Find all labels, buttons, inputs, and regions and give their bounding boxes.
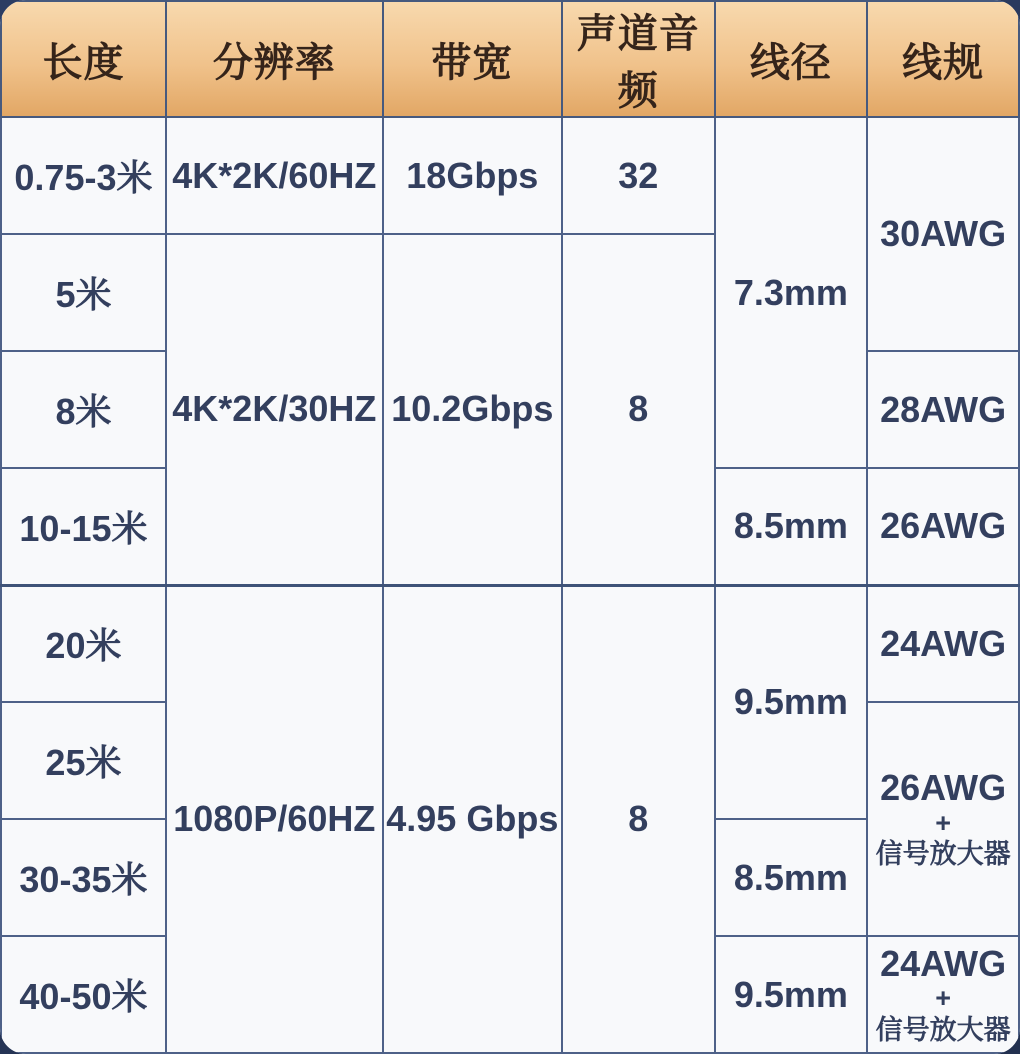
- cell-bandwidth-10p2g: 10.2Gbps: [383, 234, 562, 585]
- plus-sign: +: [935, 983, 952, 1014]
- cell-gauge-28awg: 28AWG: [867, 351, 1019, 468]
- cell-gauge-26awg-amplifier: [867, 702, 1019, 936]
- cell-gauge-30awg: 30AWG: [867, 117, 1019, 351]
- cell-length-8m: 8米: [1, 351, 166, 468]
- header-gauge: 线规: [867, 1, 1019, 117]
- cell-bandwidth-4p95g: 4.95 Gbps: [383, 585, 562, 1053]
- header-bandwidth: 带宽: [383, 1, 562, 117]
- cell-resolution-4k30: 4K*2K/30HZ: [166, 234, 383, 585]
- table-row: [1, 585, 1019, 702]
- cell-length-0p75-3m: 0.75-3米: [1, 117, 166, 234]
- cell-audio-32: 32: [562, 117, 715, 234]
- gauge-value: 26AWG: [880, 767, 1007, 809]
- table-row: [1, 117, 1019, 234]
- header-diameter: 线径: [715, 1, 868, 117]
- cell-resolution-4k60: 4K*2K/60HZ: [166, 117, 383, 234]
- cell-bandwidth-18g: 18Gbps: [383, 117, 562, 234]
- header-length: 长度: [1, 1, 166, 117]
- cell-length-25m: 25米: [1, 702, 166, 819]
- cell-length-30-35m: 30-35米: [1, 819, 166, 936]
- header-row: [1, 1, 1019, 117]
- cell-diameter-8p5mm-bottom: 8.5mm: [715, 819, 868, 936]
- cell-gauge-24awg-amplifier: [867, 936, 1019, 1053]
- header-resolution: 分辨率: [166, 1, 383, 117]
- cell-diameter-9p5mm-bottom: 9.5mm: [715, 936, 868, 1053]
- cell-diameter-9p5mm-top: 9.5mm: [715, 585, 868, 819]
- cell-audio-8-bottom: 8: [562, 585, 715, 1053]
- cell-gauge-26awg: 26AWG: [867, 468, 1019, 585]
- cell-length-10-15m: 10-15米: [1, 468, 166, 585]
- signal-amplifier-label: 信号放大器: [875, 839, 1011, 870]
- gauge-value: 24AWG: [880, 942, 1007, 984]
- plus-sign: +: [935, 807, 952, 838]
- cell-length-40-50m: 40-50米: [1, 936, 166, 1053]
- header-audio: 声道音频: [562, 1, 715, 117]
- cell-length-5m: 5米: [1, 234, 166, 351]
- cell-diameter-7p3mm: 7.3mm: [715, 117, 868, 468]
- signal-amplifier-label: 信号放大器: [875, 1014, 1011, 1045]
- cell-length-20m: 20米: [1, 585, 166, 702]
- cell-diameter-8p5mm-top: 8.5mm: [715, 468, 868, 585]
- cell-gauge-24awg: 24AWG: [867, 585, 1019, 702]
- cell-audio-8-top: 8: [562, 234, 715, 585]
- cell-resolution-1080p60: 1080P/60HZ: [166, 585, 383, 1053]
